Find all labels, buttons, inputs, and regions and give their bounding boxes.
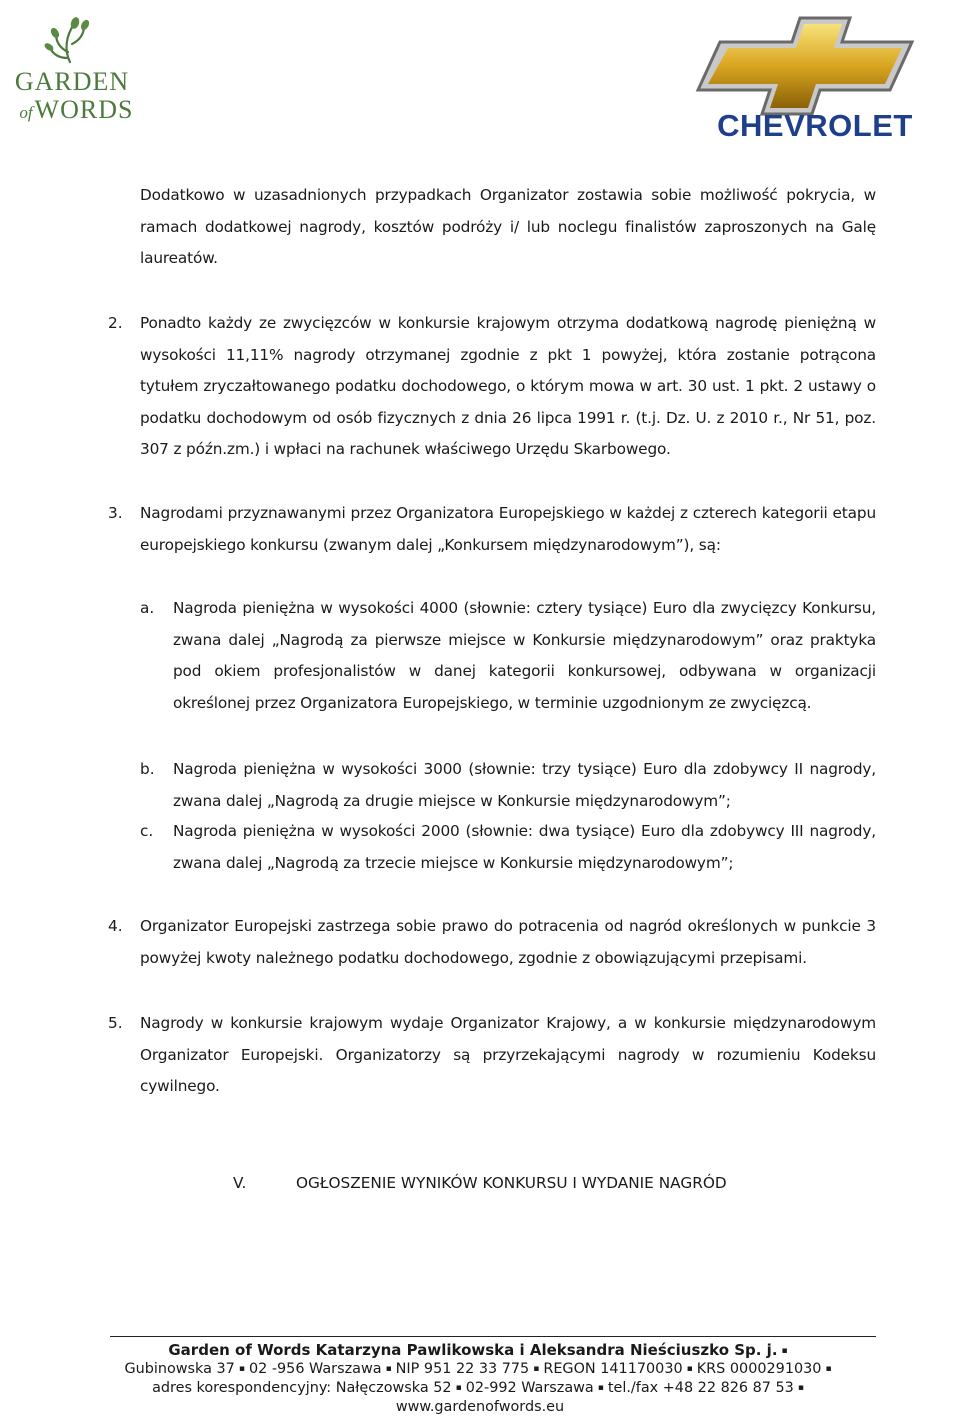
subpoint-a-text: Nagroda pieniężna w wysokości 4000 (słownie: cztery tysiące) Euro dla zwycięzcy Konkursu, zwana dalej „Nagrodą za pierwsze miejsce w Konkursie międzynarodowym” oraz praktyka pod okiem profesjonalistów w danej kategorii konkursowej, odbywana w organizacji określonej przez Organizatora Europejskiego, w terminie uzgodnionym ze zwycięzcą. [173, 599, 876, 712]
point-number: 5. [108, 1014, 123, 1032]
footer-phone: tel./fax +48 22 826 87 53 [607, 1380, 794, 1396]
footer-address: Gubinowska 37 [124, 1361, 235, 1377]
logo-words-text: WORDS [34, 95, 134, 124]
subpoint-letter: a. [140, 599, 155, 617]
bowtie-icon [698, 18, 912, 114]
footer-regon: REGON 141170030 [543, 1361, 683, 1377]
point-4-text: Organizator Europejski zastrzega sobie prawo do potracenia od nagród określonych w punkcie 3 powyżej kwoty należnego podatku dochodowego, zgodnie z obowiązującymi przepisami. [140, 917, 876, 967]
garden-of-words-logo [4, 14, 140, 126]
subpoint-b-text: Nagroda pieniężna w wysokości 3000 (słownie: trzy tysiące) Euro dla zdobywcy II nagrody, zwana dalej „Nagrodą za drugie miejsce w Konkursie międzynarodowym”; [173, 760, 876, 810]
separator-icon: ▪ [686, 1364, 693, 1374]
section-heading [233, 1168, 727, 1200]
footer-company-line [0, 1341, 960, 1361]
subpoint-letter: b. [140, 760, 155, 778]
separator-icon: ▪ [238, 1364, 245, 1374]
separator-icon: ▪ [781, 1346, 788, 1356]
footer-correspondence-postal: 02-992 Warszawa [465, 1380, 594, 1396]
intro-paragraph: Dodatkowo w uzasadnionych przypadkach Organizator zostawia sobie możliwość pokrycia, w ramach dodatkowej nagrody, kosztów podróży i/ lub noclegu finalistów zaproszonych na Galę laureatów. [140, 186, 876, 267]
logo-of-text: of [19, 103, 33, 122]
separator-icon: ▪ [797, 1383, 804, 1393]
subpoint-letter: c. [140, 822, 154, 840]
point-3-text: Nagrodami przyznawanymi przez Organizatora Europejskiego w każdej z czterech kategorii etapu europejskiego konkursu (zwanym dalej „Konkursem międzynarodowym”), są: [140, 504, 876, 554]
footer-krs: KRS 0000291030 [696, 1361, 822, 1377]
point-2-text: Ponadto każdy ze zwycięzców w konkursie krajowym otrzyma dodatkową nagrodę pieniężną w wysokości 11,11% nagrody otrzymanej zgodnie z pkt 1 powyżej, która zostanie potrącona tytułem zryczałtowanego podatku dochodowego, o którym mowa w art. 30 ust. 1 pkt. 2 ustawy o podatku dochodowym od osób fizycznych z dnia 26 lipca 1991 r. (t.j. Dz. U. z 2010 r., Nr 51, poz. 307 z późn.zm.) i wpłaci na rachunek właściwego Urzędu Skarbowego. [140, 314, 876, 458]
point-number: 4. [108, 917, 123, 935]
footer-nip: NIP 951 22 33 775 [395, 1361, 530, 1377]
footer-divider [110, 1336, 876, 1337]
footer-website-line [0, 1398, 960, 1417]
footer-website-link[interactable]: www.gardenofwords.eu [395, 1399, 565, 1415]
separator-icon: ▪ [825, 1364, 832, 1374]
separator-icon: ▪ [597, 1383, 604, 1393]
logo-garden-text: GARDEN [14, 67, 130, 96]
section-title: OGŁOSZENIE WYNIKÓW KONKURSU I WYDANIE NAGRÓD [296, 1174, 727, 1192]
separator-icon: ▪ [385, 1364, 392, 1374]
separator-icon: ▪ [533, 1364, 540, 1374]
footer-postal: 02 -956 Warszawa [248, 1361, 382, 1377]
section-number: V. [233, 1174, 247, 1192]
point-number: 2. [108, 314, 123, 332]
point-5-text: Nagrody w konkursie krajowym wydaje Organizator Krajowy, a w konkursie międzynarodowym Organizator Europejski. Organizatorzy są przyrzekającymi nagrody w rozumieniu Kodeksu cywilnego. [140, 1014, 876, 1095]
point-number: 3. [108, 504, 123, 522]
chevrolet-wordmark: CHEVROLET [717, 108, 913, 140]
footer-contact-line [0, 1379, 960, 1398]
separator-icon: ▪ [455, 1383, 462, 1393]
footer-registry-line [0, 1360, 960, 1379]
chevrolet-logo [680, 12, 950, 140]
footer-correspondence: adres korespondencyjny: Nałęczowska 52 [152, 1380, 452, 1396]
footer-company: Garden of Words Katarzyna Pawlikowska i Aleksandra Nieściuszko Sp. j. [168, 1341, 778, 1359]
subpoint-c-text: Nagroda pieniężna w wysokości 2000 (słownie: dwa tysiące) Euro dla zdobywcy III nagrody, zwana dalej „Nagrodą za trzecie miejsce w Konkursie międzynarodowym”; [173, 822, 876, 872]
